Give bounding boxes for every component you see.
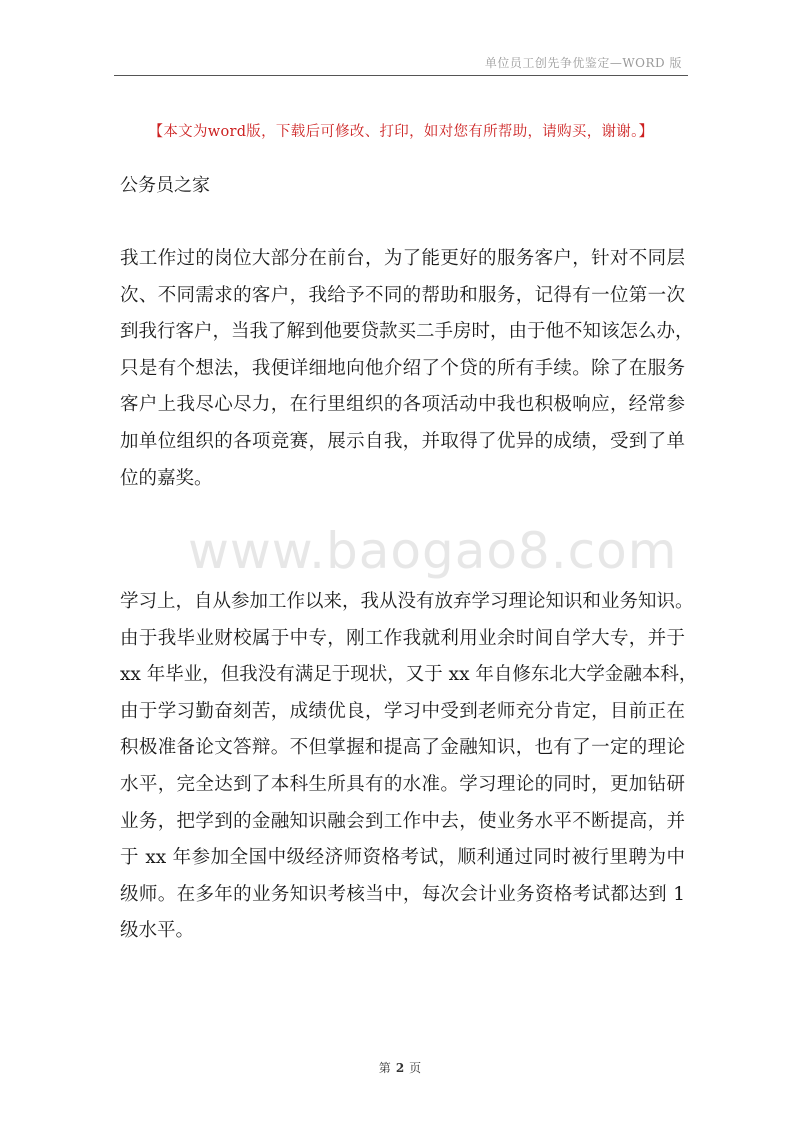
paragraph-line: 业务，把学到的金融知识融会到工作中去，使业务水平不断提高，并 [120,810,685,832]
site-name: 公务员之家 [120,175,210,196]
body-paragraph-1 [120,241,694,497]
paragraph-line: 由于学习勤奋刻苦，成绩优良，学习中受到老师充分肯定，目前正在 [120,700,685,722]
paragraph-line: 到我行客户，当我了解到他要贷款买二手房时，由于他不知该怎么办， [120,321,694,343]
paragraph-line: 级师。在多年的业务知识考核当中，每次会计业务资格考试都达到 1 [120,883,685,905]
footer-prefix: 第 [378,1061,391,1075]
page-header-title: 单位员工创先争优鉴定—WORD 版 [484,56,682,70]
header-divider [114,75,688,76]
watermark-text: www.baogao8.com [188,522,678,580]
paragraph-line: 客户上我尽心尽力，在行里组织的各项活动中我也积极响应，经常参 [120,394,685,416]
paragraph-line: 水平，完全达到了本科生所具有的水准。学习理论的同时，更加钻研 [120,773,685,795]
paragraph-line: 于 xx 年参加全国中级经济师资格考试，顺利通过同时被行里聘为中 [120,847,685,869]
footer-suffix: 页 [409,1061,422,1075]
paragraph-line: 加单位组织的各项竞赛，展示自我，并取得了优异的成绩，受到了单 [120,430,685,452]
body-paragraph-2 [120,584,698,950]
paragraph-line: 级水平。 [120,920,195,942]
paragraph-line: 积极准备论文答辩。不但掌握和提高了金融知识，也有了一定的理论 [120,737,685,759]
page-number: 2 [395,1061,405,1075]
paragraph-line: 由于我毕业财校属于中专，刚工作我就利用业余时间自学大专，并于 [120,627,685,649]
download-notice: 【本文为word版，下载后可修改、打印，如对您有所帮助，请购买，谢谢。】 [148,124,654,140]
paragraph-line: 只是有个想法，我便详细地向他介绍了个贷的所有手续。除了在服务 [120,357,685,379]
paragraph-line: xx 年毕业，但我没有满足于现状，又于 xx 年自修东北大学金融本科， [120,664,698,686]
page-footer [0,1059,800,1076]
paragraph-line: 次、不同需求的客户，我给予不同的帮助和服务，记得有一位第一次 [120,284,685,306]
paragraph-line: 我工作过的岗位大部分在前台，为了能更好的服务客户，针对不同层 [120,248,685,269]
paragraph-line: 学习上，自从参加工作以来，我从没有放弃学习理论知识和业务知识。 [120,591,694,612]
paragraph-line: 位的嘉奖。 [120,467,213,489]
